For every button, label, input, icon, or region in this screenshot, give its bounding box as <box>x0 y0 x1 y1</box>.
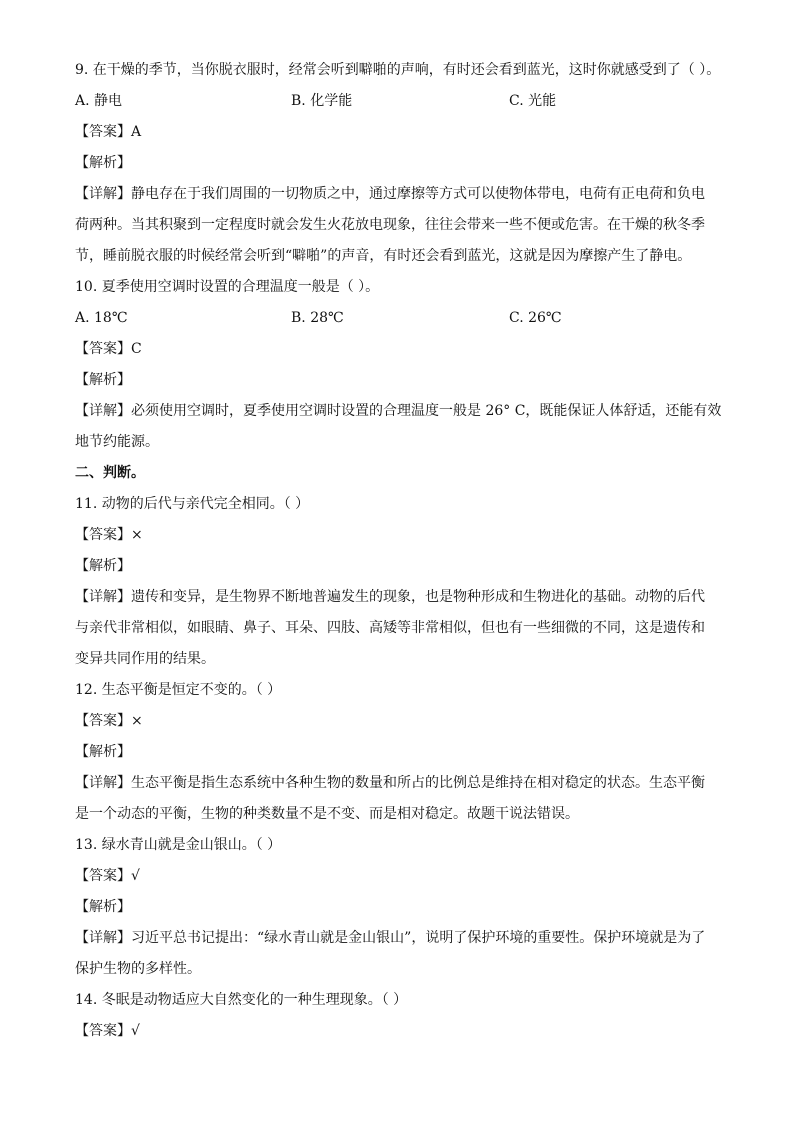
question-9-options <box>75 91 725 122</box>
question-12-detail-line: 【详解】生态平衡是指生态系统中各种生物的数量和所占的比例总是维持在相对稳定的状态。生态平衡 <box>75 775 705 791</box>
question-10-stem: 10. 夏季使用空调时设置的合理温度一般是（ ）。 <box>75 279 380 295</box>
question-10-answer: 【答案】C <box>75 341 142 357</box>
question-12-answer: 【答案】× <box>75 713 143 729</box>
question-13-answer: 【答案】√ <box>75 868 140 884</box>
question-9-stem: 9. 在干燥的季节，当你脱衣服时，经常会听到噼啪的声响，有时还会看到蓝光，这时你就感受到了（ ）。 <box>75 62 721 78</box>
question-13-analysis-label: 【解析】 <box>75 899 131 915</box>
question-9-detail-line: 【详解】静电存在于我们周围的一切物质之中，通过摩擦等方式可以使物体带电，电荷有正电荷和负电 <box>75 186 705 202</box>
question-11-analysis-label: 【解析】 <box>75 558 131 574</box>
question-10-detail-line: 【详解】必须使用空调时，夏季使用空调时设置的合理温度一般是 26° C，既能保证人体舒适，还能有效 <box>75 403 722 419</box>
question-12-analysis-label: 【解析】 <box>75 744 131 760</box>
question-14-stem: 14. 冬眠是动物适应大自然变化的一种生理现象。（ ） <box>75 992 408 1008</box>
question-9-option-a: A. 静电 <box>75 93 123 109</box>
question-14-answer: 【答案】√ <box>75 1023 140 1039</box>
question-11-detail-line: 【详解】遗传和变异，是生物界不断地普遍发生的现象，也是物种形成和生物进化的基础。动物的后代 <box>75 589 705 605</box>
question-10-option-c: C. 26℃ <box>509 310 562 326</box>
question-13-stem: 13. 绿水青山就是金山银山。（ ） <box>75 837 282 853</box>
question-9-detail-line: 荷两种。当其积聚到一定程度时就会发生火花放电现象，往往会带来一些不便或危害。在干燥的秋冬季 <box>75 217 705 233</box>
question-9-option-c: C. 光能 <box>509 93 557 109</box>
question-10-option-b: B. 28℃ <box>291 310 344 326</box>
question-10-detail-line: 地节约能源。 <box>75 434 159 450</box>
question-11-detail-line: 变异共同作用的结果。 <box>75 651 215 667</box>
question-10-options <box>75 308 725 339</box>
document-page <box>75 60 725 1052</box>
question-10-option-a: A. 18℃ <box>75 310 128 326</box>
question-11-stem: 11. 动物的后代与亲代完全相同。（ ） <box>75 496 310 512</box>
question-10-analysis-label: 【解析】 <box>75 372 131 388</box>
section-heading-judgement: 二、判断。 <box>75 465 145 481</box>
question-9-analysis-label: 【解析】 <box>75 155 131 171</box>
question-12-detail-line: 是一个动态的平衡，生物的种类数量不是不变、而是相对稳定。故题干说法错误。 <box>75 806 579 822</box>
question-11-detail-line: 与亲代非常相似，如眼睛、鼻子、耳朵、四肢、高矮等非常相似，但也有一些细微的不同，这是遗传和 <box>75 620 705 636</box>
question-11-answer: 【答案】× <box>75 527 143 543</box>
question-13-detail-line: 【详解】习近平总书记提出：“绿水青山就是金山银山”，说明了保护环境的重要性。保护环境就是为了 <box>75 930 706 946</box>
question-9-answer: 【答案】A <box>75 124 142 140</box>
question-12-stem: 12. 生态平衡是恒定不变的。（ ） <box>75 682 282 698</box>
question-13-detail-line: 保护生物的多样性。 <box>75 961 201 977</box>
question-9-option-b: B. 化学能 <box>291 93 353 109</box>
question-9-detail-line: 节，睡前脱衣服的时候经常会听到“噼啪”的声音，有时还会看到蓝光，这就是因为摩擦产生了静电。 <box>75 248 692 264</box>
